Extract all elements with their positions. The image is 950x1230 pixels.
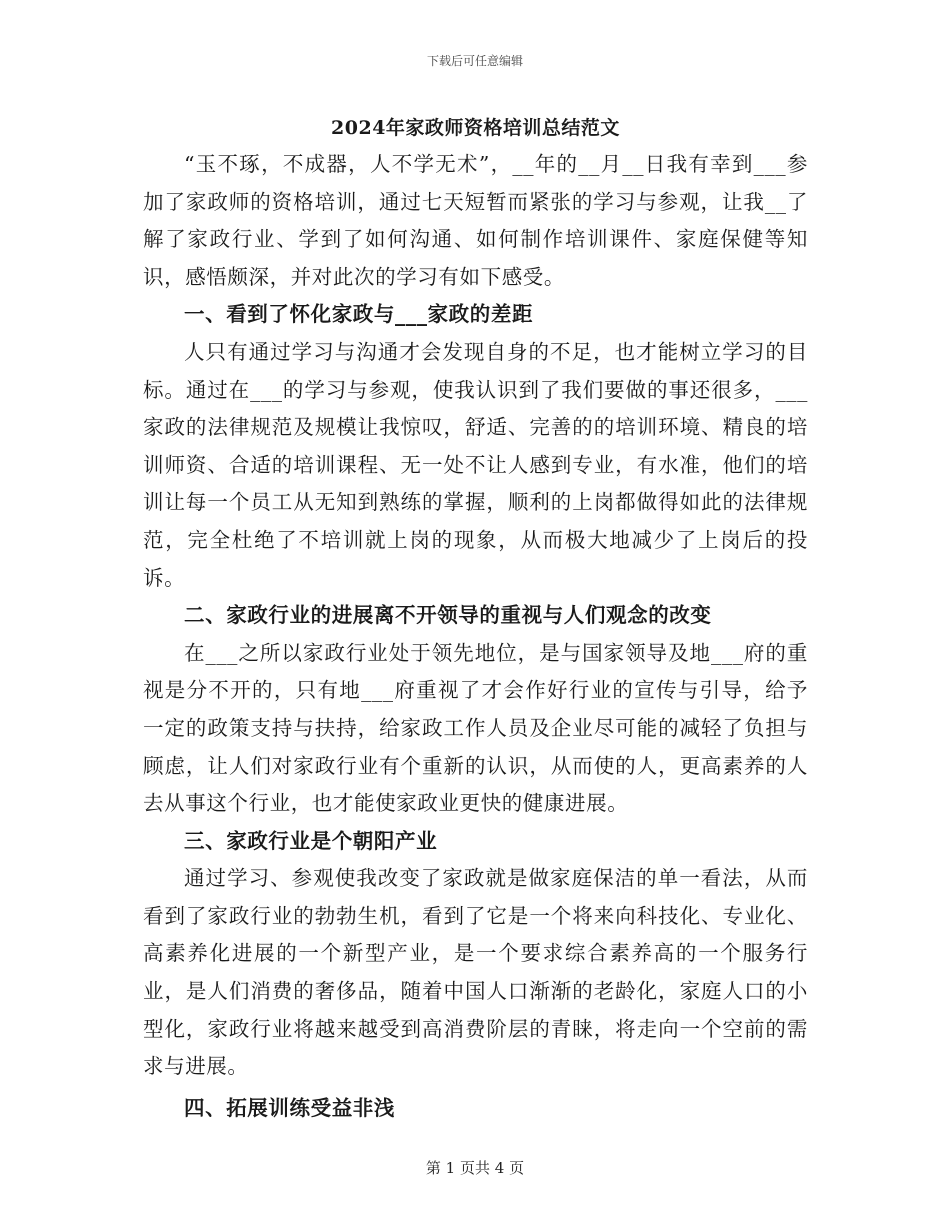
intro-paragraph: “玉不琢，不成器，人不学无术”，__年的__月__日我有幸到___参加了家政师的资格培训，通过七天短暂而紧张的学习与参观，让我__了解了家政行业、学到了如何沟通、如何制作培训课件、家庭保健等知识，感悟颇深，并对此次的学习有如下感受。 [143,152,808,289]
section-2-body: 在___之所以家政行业处于领先地位，是与国家领导及地___府的重视是分不开的，只有地___府重视了才会作好行业的宣传与引导，给予一定的政策支持与扶持，给家政工作人员及企业尽可能的减轻了负担与顾虑，让人们对家政行业有个重新的认识，从而使的人，更高素养的人去从事这个行业，也才能使家政业更快的健康进展。 [143,640,808,816]
section-2-heading: 二、家政行业的进展离不开领导的重视与人们观念的改变 [184,603,712,628]
section-1-heading: 一、看到了怀化家政与___家政的差距 [184,302,534,327]
header-note: 下载后可任意编辑 [426,54,523,68]
section-3-heading: 三、家政行业是个朝阳产业 [184,828,438,853]
page-number: 第 1 页共 4 页 [425,1159,525,1177]
section-1-body: 人只有通过学习与沟通才会发现自身的不足，也才能树立学习的目标。通过在___的学习与参观，使我认识到了我们要做的事还很多，___家政的法律规范及规模让我惊叹，舒适、完善的的培训环境、精良的培训师资、合适的培训课程、无一处不让人感到专业，有水准，他们的培训让每一个员工从无知到熟练的掌握，顺利的上岗都做得如此的法律规范，完全杜绝了不培训就上岗的现象，从而极大地减少了上岗后的投诉。 [143,339,808,590]
section-4-heading: 四、拓展训练受益非浅 [184,1095,395,1120]
document-title: 2024年家政师资格培训总结范文 [331,117,620,139]
section-3-body: 通过学习、参观使我改变了家政就是做家庭保洁的单一看法，从而看到了家政行业的勃勃生机，看到了它是一个将来向科技化、专业化、高素养化进展的一个新型产业，是一个要求综合素养高的一个服务行业，是人们消费的奢侈品，随着中国人口渐渐的老龄化，家庭人口的小型化，家政行业将越来越受到高消费阶层的青睐，将走向一个空前的需求与进展。 [143,866,808,1079]
document-body [143,110,808,1127]
